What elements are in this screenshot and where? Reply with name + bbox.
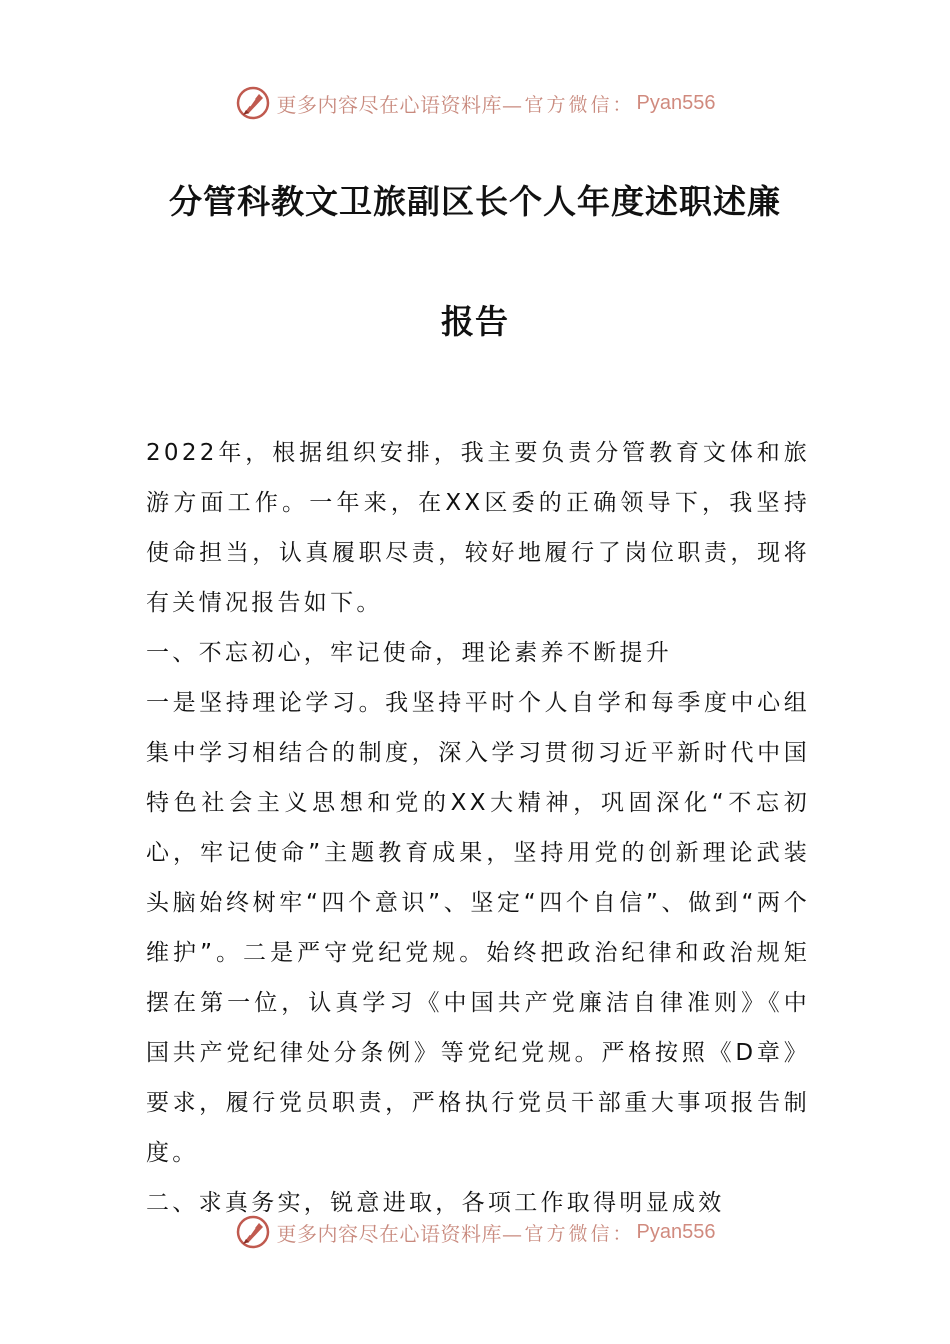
paragraph-intro: 2022年，根据组织安排，我主要负责分管教育文体和旅游方面工作。一年来，在XX区委的正确领导下，我坚持使命担当，认真履职尽责，较好地履行了岗位职责，现将有关情况报告如下。 [146, 440, 810, 616]
footer-banner [0, 1212, 950, 1252]
pen-nib-logo-icon [235, 1214, 271, 1250]
section-heading-1: 一、不忘初心，牢记使命，理论素养不断提升 [146, 640, 672, 666]
banner-wechat-id: Pyan556 [636, 1220, 716, 1243]
banner-text: 更多内容尽在心语资料库— [276, 92, 523, 117]
document-title-line-1: 分管科教文卫旅副区长个人年度述职述廉 [169, 182, 781, 221]
banner-text: 更多内容尽在心语资料库— [276, 1221, 523, 1246]
section-heading-2: 二、求真务实，锐意进取，各项工作取得明显成效 [146, 1190, 725, 1216]
banner-wechat-label: 官方微信： [524, 93, 635, 116]
banner-wechat-id: Pyan556 [636, 91, 716, 114]
header-banner [0, 83, 950, 123]
paragraph-section-1: 一是坚持理论学习。我坚持平时个人自学和每季度中心组集中学习相结合的制度，深入学习贯彻习近平新时代中国特色社会主义思想和党的XX大精神，巩固深化“不忘初心，牢记使命”主题教育成果，坚持用党的创新理论武装头脑始终树牢“四个意识”、坚定“四个自信”、做到“两个维护”。二是严守党纪党规。始终把政治纪律和政治规矩摆在第一位，认真学习《中国共产党廉洁自律准则》《中国共产党纪律处分条例》等党纪党规。严格按照《D章》要求，履行党员职责，严格执行党员干部重大事项报告制度。 [146, 690, 810, 1166]
pen-nib-logo-icon [235, 85, 271, 121]
banner-wechat-label: 官方微信： [524, 1222, 635, 1245]
document-title-line-2: 报告 [441, 302, 509, 341]
document-body [146, 428, 810, 1228]
